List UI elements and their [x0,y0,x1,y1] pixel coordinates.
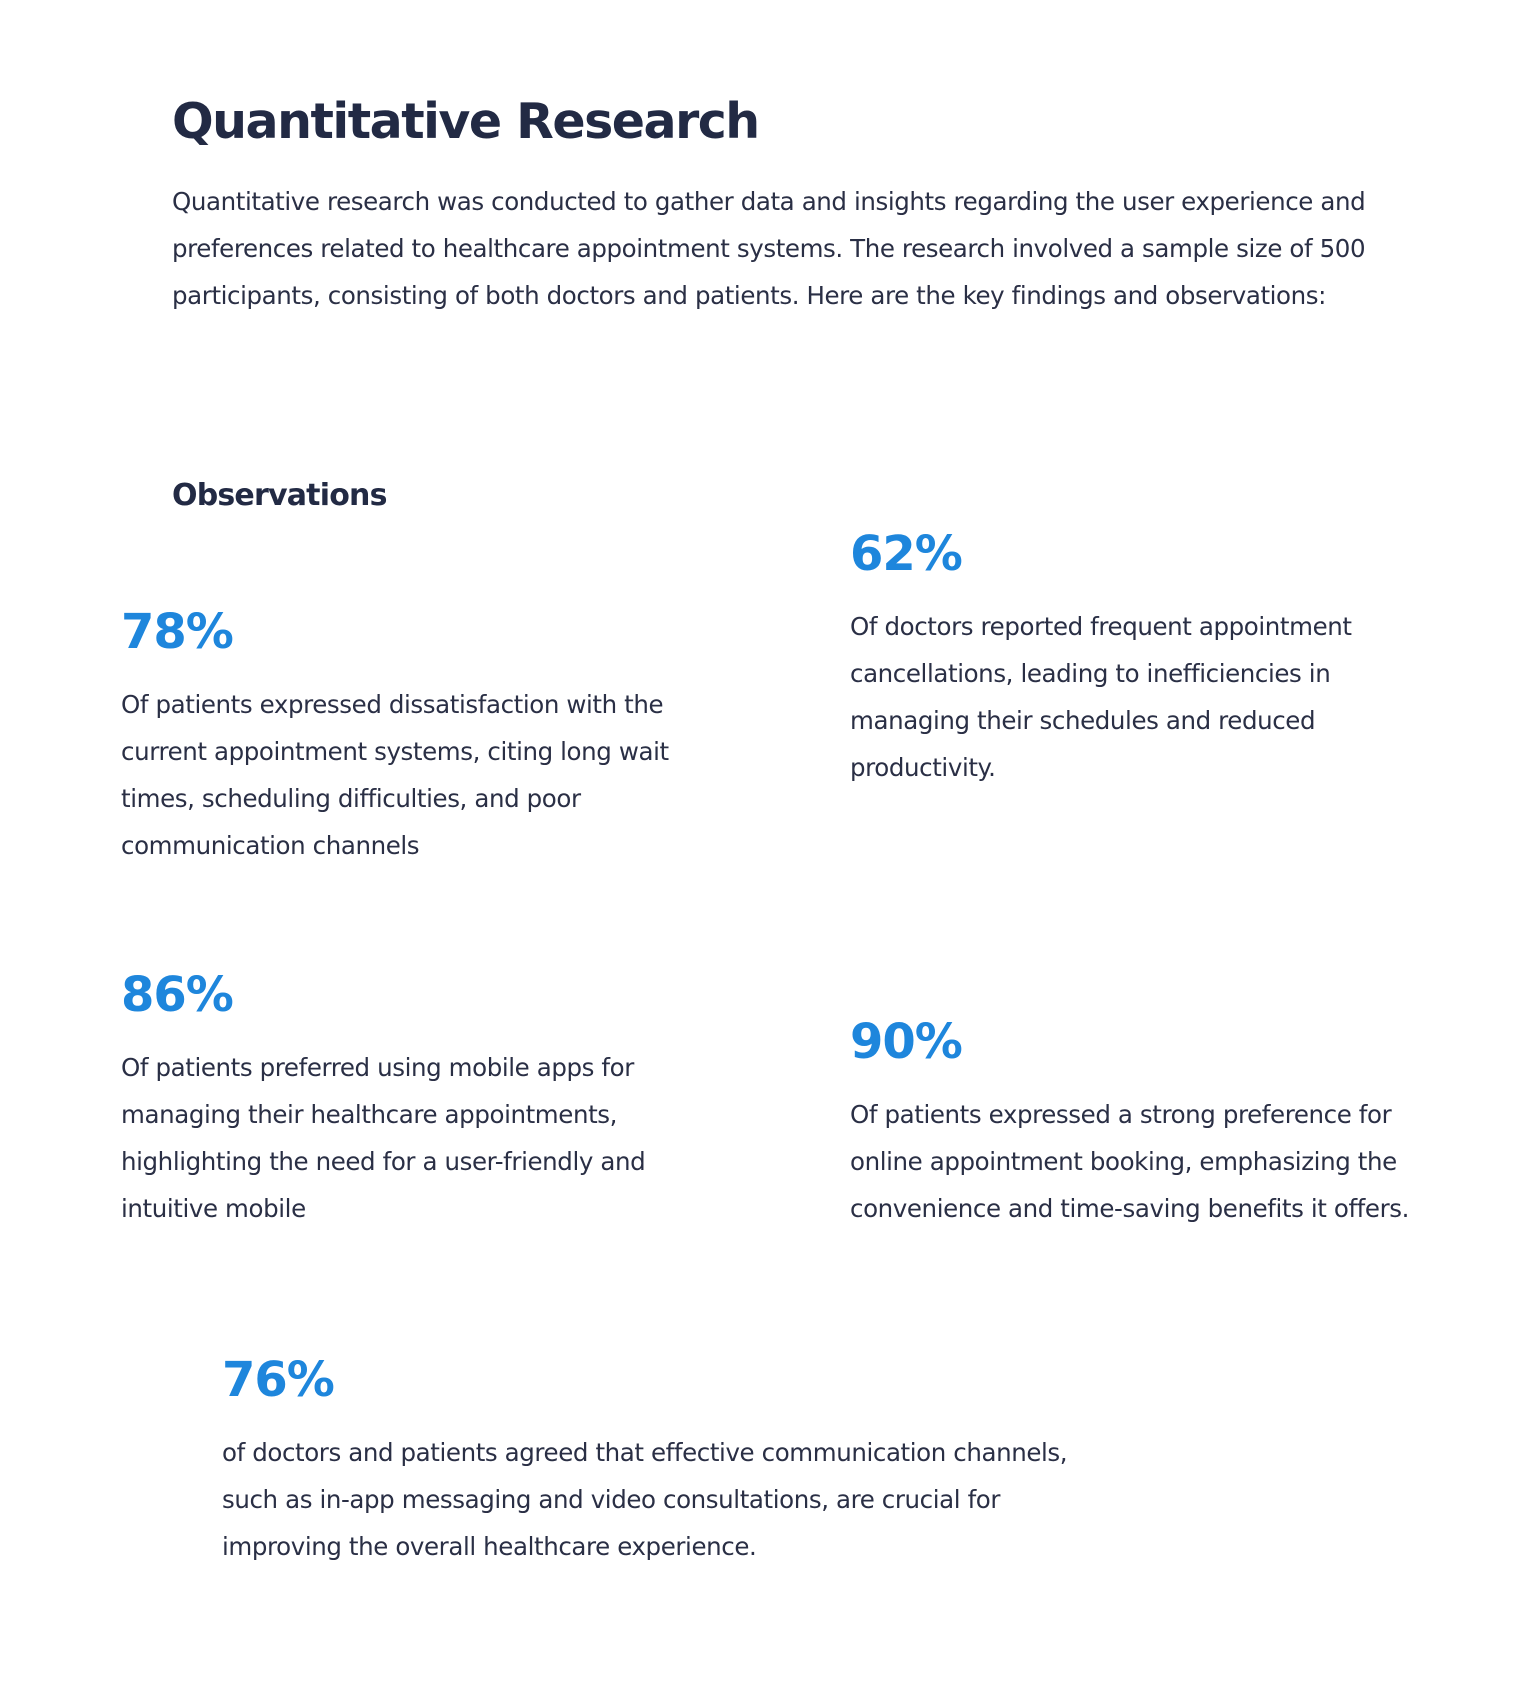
stat-description: Of patients expressed a strong preference for online appointment booking, emphasizing the convenience and time-saving benefits it offers. [850,1100,1410,1223]
stat-description: Of doctors reported frequent appointment cancellations, leading to inefficiencies in managing their schedules and reduced productivity. [850,612,1352,782]
stat-description: Of patients preferred using mobile apps for managing their healthcare appointments, highlighting the need for a user-friendly and intuitive mobile [121,1053,646,1223]
stat-percent: 62% [850,526,962,582]
stat-description: of doctors and patients agreed that effective communication channels, such as in-app messaging and video consultations, are crucial for improving the overall healthcare experience. [222,1438,1068,1561]
intro-paragraph: Quantitative research was conducted to gather data and insights regarding the user experience and preferences related to healthcare appointment systems. The research involved a sample size of 500 participants, consisting of both doctors and patients. Here are the key findings and observations: [172,187,1366,310]
stat-percent: 78% [121,604,233,660]
stat-description: Of patients expressed dissatisfaction with the current appointment systems, citing long wait times, scheduling difficulties, and poor communication channels [121,690,669,860]
stat-card-86 [121,967,681,1232]
page-title: Quantitative Research [172,93,759,150]
observations-heading: Observations [172,478,387,513]
stat-percent: 90% [850,1014,962,1070]
stat-percent: 86% [121,967,233,1023]
stat-card-76 [222,1352,1082,1570]
stat-card-62 [850,526,1370,791]
stat-card-78 [121,604,711,869]
stat-percent: 76% [222,1352,334,1408]
stat-card-90 [850,1014,1410,1232]
